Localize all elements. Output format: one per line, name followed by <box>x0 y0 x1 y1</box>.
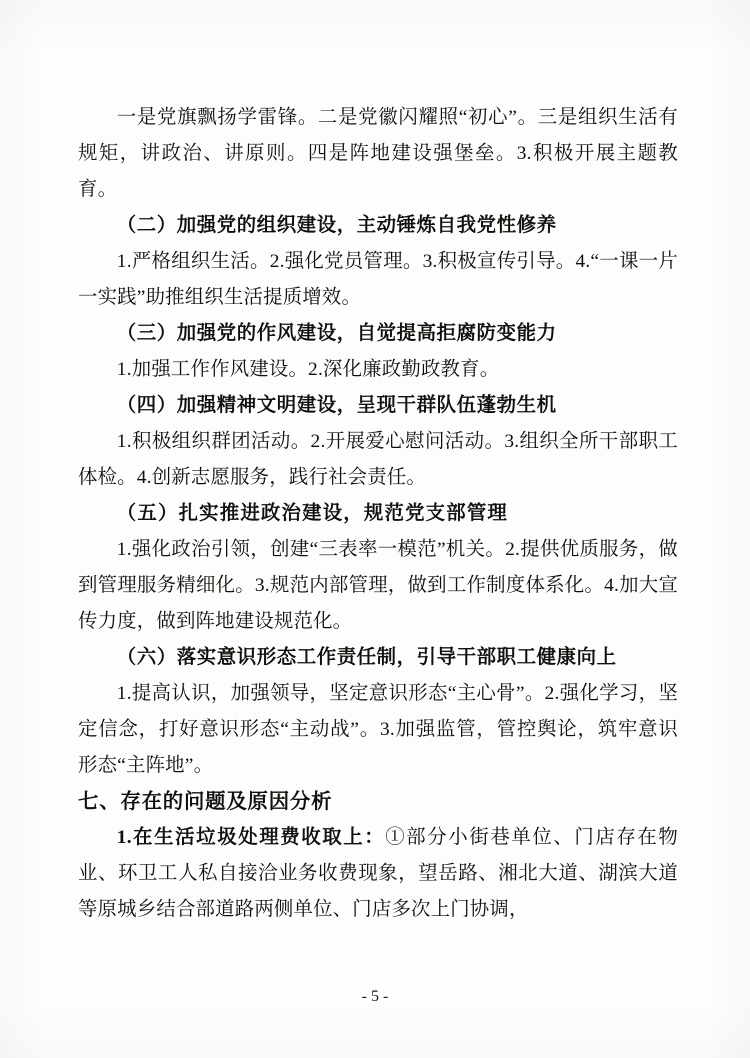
paragraph-section-six: 1.提高认识，加强领导，坚定意识形态“主心骨”。2.强化学习，坚定信念，打好意识形态“主动战”。3.加强监管，管控舆论，筑牢意识形态“主阵地”。 <box>78 683 678 776</box>
paragraph-section-four: 1.积极组织群团活动。2.开展爱心慰问活动。3.组织全所干部职工体检。4.创新志愿服务，践行社会责任。 <box>78 431 678 488</box>
problem-one-label: 1.在生活垃圾处理费收取上： <box>116 827 386 848</box>
page-body <box>78 100 678 928</box>
paragraph-section-three: 1.加强工作作风建设。2.深化廉政勤政教育。 <box>116 359 500 380</box>
heading-section-two: （二）加强党的组织建设，主动锤炼自我党性修养 <box>116 215 557 236</box>
paragraph-problem-one <box>78 820 678 928</box>
heading-section-five: （五）扎实推进政治建设，规范党支部管理 <box>116 503 509 524</box>
paragraph-section-five: 1.强化政治引领，创建“三表率一模范”机关。2.提供优质服务，做到管理服务精细化。3.规范内部管理，做到工作制度体系化。4.加大宣传力度，做到阵地建设规范化。 <box>78 539 678 632</box>
paragraph-intro: 一是党旗飘扬学雷锋。二是党徽闪耀照“初心”。三是组织生活有规矩，讲政治、讲原则。四是阵地建设强堡垒。3.积极开展主题教育。 <box>78 107 678 200</box>
paragraph-section-two: 1.严格组织生活。2.强化党员管理。3.积极宣传引导。4.“一课一片一实践”助推组织生活提质增效。 <box>78 251 678 308</box>
heading-section-three: （三）加强党的作风建设，自觉提高拒腐防变能力 <box>116 323 557 344</box>
heading-section-four: （四）加强精神文明建设，呈现干群队伍蓬勃生机 <box>116 395 557 416</box>
heading-section-seven: 七、存在的问题及原因分析 <box>78 791 333 813</box>
heading-section-six: （六）落实意识形态工作责任制，引导干部职工健康向上 <box>116 647 617 668</box>
problem-one-text: ①部分小街巷单位、门店存在物业、环卫工人私自接洽业务收费现象，望岳路、湘北大道、湖滨大道等原城乡结合部道路两侧单位、门店多次上门协调， <box>78 827 678 920</box>
page-number: - 5 - <box>361 988 389 1005</box>
